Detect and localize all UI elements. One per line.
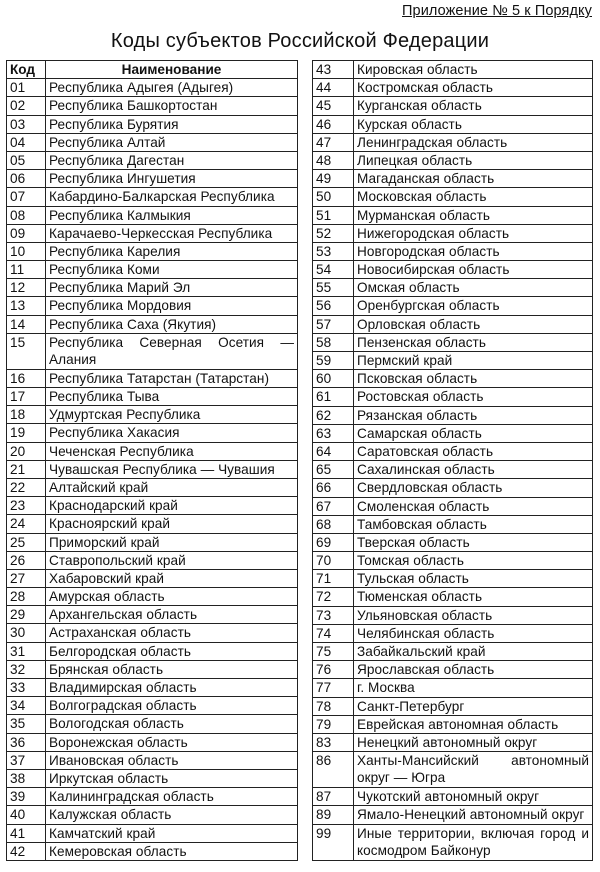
region-code: 87 [313,788,354,806]
region-code: 73 [313,606,354,624]
region-code: 36 [7,733,46,751]
table-row [313,279,593,297]
region-code: 52 [313,224,354,242]
region-name: Тверская область [354,533,593,551]
region-code: 29 [7,606,46,624]
table-row [7,533,298,551]
region-code: 67 [313,497,354,515]
column-header-name: Наименование [46,61,298,79]
region-code: 77 [313,679,354,697]
region-name: Волгоградская область [46,697,298,715]
region-code: 74 [313,624,354,642]
table-row [313,697,593,715]
table-row [7,188,298,206]
table-row [7,115,298,133]
region-name: Чувашская Республика — Чувашия [46,460,298,478]
region-name: Сахалинская область [354,461,593,479]
region-code: 40 [7,806,46,824]
table-row [7,715,298,733]
table-row [313,224,593,242]
table-row [313,170,593,188]
region-code: 10 [7,242,46,260]
region-name: Республика Алтай [46,133,298,151]
region-name: Алтайский край [46,478,298,496]
region-name: Ямало-Ненецкий автономный округ [354,806,593,824]
region-name: Оренбургская область [354,297,593,315]
region-name: Смоленская область [354,497,593,515]
region-code: 51 [313,206,354,224]
region-name: Московская область [354,188,593,206]
appendix-reference: Приложение № 5 к Порядку [402,3,592,19]
region-code: 99 [313,824,354,860]
region-name: Мурманская область [354,206,593,224]
table-row [7,478,298,496]
region-name: Калужская область [46,806,298,824]
table-row [313,752,593,788]
region-code: 18 [7,406,46,424]
region-code: 04 [7,133,46,151]
region-name: Республика Калмыкия [46,206,298,224]
table-row [313,79,593,97]
region-name: Кировская область [354,61,593,79]
region-name: Челябинская область [354,624,593,642]
region-code: 42 [7,842,46,860]
region-name: Орловская область [354,315,593,333]
region-code: 69 [313,533,354,551]
region-code: 07 [7,188,46,206]
table-row [7,824,298,842]
table-row [7,333,298,369]
region-name: Владимирская область [46,679,298,697]
region-code: 20 [7,442,46,460]
region-name: Пермский край [354,352,593,370]
region-name: Республика Марий Эл [46,279,298,297]
table-row [313,461,593,479]
table-row [7,551,298,569]
table-row [7,224,298,242]
table-row [313,424,593,442]
table-row [7,624,298,642]
region-name: Новгородская область [354,242,593,260]
table-row [313,643,593,661]
region-code: 39 [7,788,46,806]
region-name: Липецкая область [354,151,593,169]
table-row [7,151,298,169]
region-name: Архангельская область [46,606,298,624]
region-code: 72 [313,588,354,606]
region-name: г. Москва [354,679,593,697]
region-name: Республика Коми [46,261,298,279]
region-code: 45 [313,97,354,115]
region-name: Приморский край [46,533,298,551]
table-row [313,206,593,224]
region-name: Псковская область [354,370,593,388]
table-row [313,133,593,151]
region-code: 09 [7,224,46,242]
region-code: 44 [313,79,354,97]
table-row [7,842,298,860]
region-name: Республика Хакасия [46,424,298,442]
region-name: Костромская область [354,79,593,97]
region-codes-table-left [6,60,298,861]
table-row [7,497,298,515]
region-name: Республика Адыгея (Адыгея) [46,79,298,97]
region-name: Чеченская Республика [46,442,298,460]
table-row [7,515,298,533]
table-row [313,97,593,115]
region-code: 14 [7,315,46,333]
region-code: 57 [313,315,354,333]
region-name: Самарская область [354,424,593,442]
table-row [313,333,593,351]
region-name: Магаданская область [354,170,593,188]
region-name: Ярославская область [354,661,593,679]
table-row [7,806,298,824]
table-row [313,661,593,679]
table-row [7,97,298,115]
region-code: 48 [313,151,354,169]
table-row [313,715,593,733]
table-row [313,497,593,515]
table-row [313,61,593,79]
region-name: Нижегородская область [354,224,593,242]
region-code: 83 [313,733,354,751]
region-name: Воронежская область [46,733,298,751]
region-name: Республика Бурятия [46,115,298,133]
region-code: 26 [7,551,46,569]
region-name: Еврейская автономная область [354,715,593,733]
table-row [313,733,593,751]
region-name: Кабардино-Балкарская Республика [46,188,298,206]
region-code: 05 [7,151,46,169]
region-name: Пензенская область [354,333,593,351]
table-row [7,679,298,697]
region-code: 33 [7,679,46,697]
region-name: Республика Ингушетия [46,170,298,188]
region-code: 63 [313,424,354,442]
region-code: 47 [313,133,354,151]
region-name: Республика Северная Осетия — Алания [46,333,298,369]
table-row [313,552,593,570]
region-code: 46 [313,115,354,133]
region-code: 59 [313,352,354,370]
region-code: 30 [7,624,46,642]
region-code: 23 [7,497,46,515]
region-code: 56 [313,297,354,315]
table-row [313,624,593,642]
region-code: 08 [7,206,46,224]
region-name: Астраханская область [46,624,298,642]
region-code: 58 [313,333,354,351]
region-code: 15 [7,333,46,369]
region-code: 11 [7,261,46,279]
region-code: 35 [7,715,46,733]
region-code: 41 [7,824,46,842]
region-name: Республика Мордовия [46,297,298,315]
table-row [7,406,298,424]
table-row [313,570,593,588]
region-code: 12 [7,279,46,297]
region-code: 76 [313,661,354,679]
region-name: Ненецкий автономный округ [354,733,593,751]
table-row [7,242,298,260]
table-row [7,660,298,678]
table-row [313,115,593,133]
region-name: Иные территории, включая город и космодром Байконур [354,824,593,860]
region-code: 66 [313,479,354,497]
region-code: 06 [7,170,46,188]
region-name: Иркутская область [46,769,298,787]
region-code: 27 [7,569,46,587]
region-name: Белгородская область [46,642,298,660]
region-code: 78 [313,697,354,715]
region-name: Ульяновская область [354,606,593,624]
table-row [7,697,298,715]
region-code: 32 [7,660,46,678]
table-row [313,606,593,624]
table-row [7,460,298,478]
table-row [7,769,298,787]
region-code: 50 [313,188,354,206]
table-row [7,588,298,606]
region-name: Республика Карелия [46,242,298,260]
region-name: Забайкальский край [354,643,593,661]
region-code: 75 [313,643,354,661]
region-code: 54 [313,261,354,279]
region-code: 43 [313,61,354,79]
region-code: 68 [313,515,354,533]
table-row [313,297,593,315]
table-row [7,606,298,624]
table-row [7,315,298,333]
region-code: 24 [7,515,46,533]
region-code: 13 [7,297,46,315]
table-row [313,261,593,279]
region-name: Рязанская область [354,406,593,424]
table-row [7,297,298,315]
table-row [7,206,298,224]
table-row [313,188,593,206]
table-row [7,369,298,387]
region-code: 61 [313,388,354,406]
region-name: Амурская область [46,588,298,606]
region-code: 49 [313,170,354,188]
region-name: Республика Саха (Якутия) [46,315,298,333]
region-name: Республика Башкортостан [46,97,298,115]
region-code: 03 [7,115,46,133]
region-code: 53 [313,242,354,260]
region-codes-table-right [312,60,593,861]
table-row [7,442,298,460]
table-row [313,479,593,497]
region-name: Курская область [354,115,593,133]
region-name: Республика Татарстан (Татарстан) [46,369,298,387]
region-code: 79 [313,715,354,733]
table-row [7,279,298,297]
table-row [313,352,593,370]
region-code: 37 [7,751,46,769]
region-code: 71 [313,570,354,588]
page-title: Коды субъектов Российской Федерации [110,30,490,52]
table-row [7,388,298,406]
region-name: Ставропольский край [46,551,298,569]
region-code: 22 [7,478,46,496]
table-row [313,406,593,424]
table-row [7,569,298,587]
table-header-row [7,61,298,79]
table-row [313,370,593,388]
region-code: 17 [7,388,46,406]
table-row [7,170,298,188]
table-row [313,588,593,606]
table-row [7,788,298,806]
region-code: 86 [313,752,354,788]
table-row [7,424,298,442]
region-name: Тульская область [354,570,593,588]
region-name: Вологодская область [46,715,298,733]
region-name: Ростовская область [354,388,593,406]
region-code: 01 [7,79,46,97]
region-code: 65 [313,461,354,479]
table-row [313,679,593,697]
table-row [313,824,593,860]
region-name: Ханты-Мансийский автономный округ — Югра [354,752,593,788]
region-name: Ивановская область [46,751,298,769]
region-code: 34 [7,697,46,715]
column-header-code: Код [7,61,46,79]
table-row [7,261,298,279]
region-code: 25 [7,533,46,551]
region-name: Хабаровский край [46,569,298,587]
table-row [313,515,593,533]
region-code: 02 [7,97,46,115]
table-row [313,242,593,260]
table-row [7,133,298,151]
region-name: Новосибирская область [354,261,593,279]
region-name: Свердловская область [354,479,593,497]
region-name: Республика Тыва [46,388,298,406]
region-code: 55 [313,279,354,297]
region-code: 16 [7,369,46,387]
table-row [7,733,298,751]
region-code: 28 [7,588,46,606]
table-row [313,788,593,806]
region-name: Республика Дагестан [46,151,298,169]
region-name: Саратовская область [354,442,593,460]
table-row [7,642,298,660]
table-row [313,533,593,551]
region-code: 31 [7,642,46,660]
region-name: Омская область [354,279,593,297]
table-row [313,806,593,824]
region-name: Краснодарский край [46,497,298,515]
table-row [7,79,298,97]
region-name: Тамбовская область [354,515,593,533]
region-name: Ленинградская область [354,133,593,151]
table-row [313,442,593,460]
region-code: 89 [313,806,354,824]
region-name: Камчатский край [46,824,298,842]
region-name: Томская область [354,552,593,570]
table-row [313,151,593,169]
region-name: Брянская область [46,660,298,678]
table-row [7,751,298,769]
region-code: 64 [313,442,354,460]
region-code: 21 [7,460,46,478]
region-name: Курганская область [354,97,593,115]
region-name: Санкт-Петербург [354,697,593,715]
region-name: Красноярский край [46,515,298,533]
region-name: Карачаево-Черкесская Республика [46,224,298,242]
region-name: Тюменская область [354,588,593,606]
region-code: 38 [7,769,46,787]
region-name: Кемеровская область [46,842,298,860]
region-code: 70 [313,552,354,570]
region-code: 60 [313,370,354,388]
table-row [313,388,593,406]
region-name: Калининградская область [46,788,298,806]
region-name: Удмуртская Республика [46,406,298,424]
table-row [313,315,593,333]
region-code: 62 [313,406,354,424]
region-name: Чукотский автономный округ [354,788,593,806]
region-code: 19 [7,424,46,442]
